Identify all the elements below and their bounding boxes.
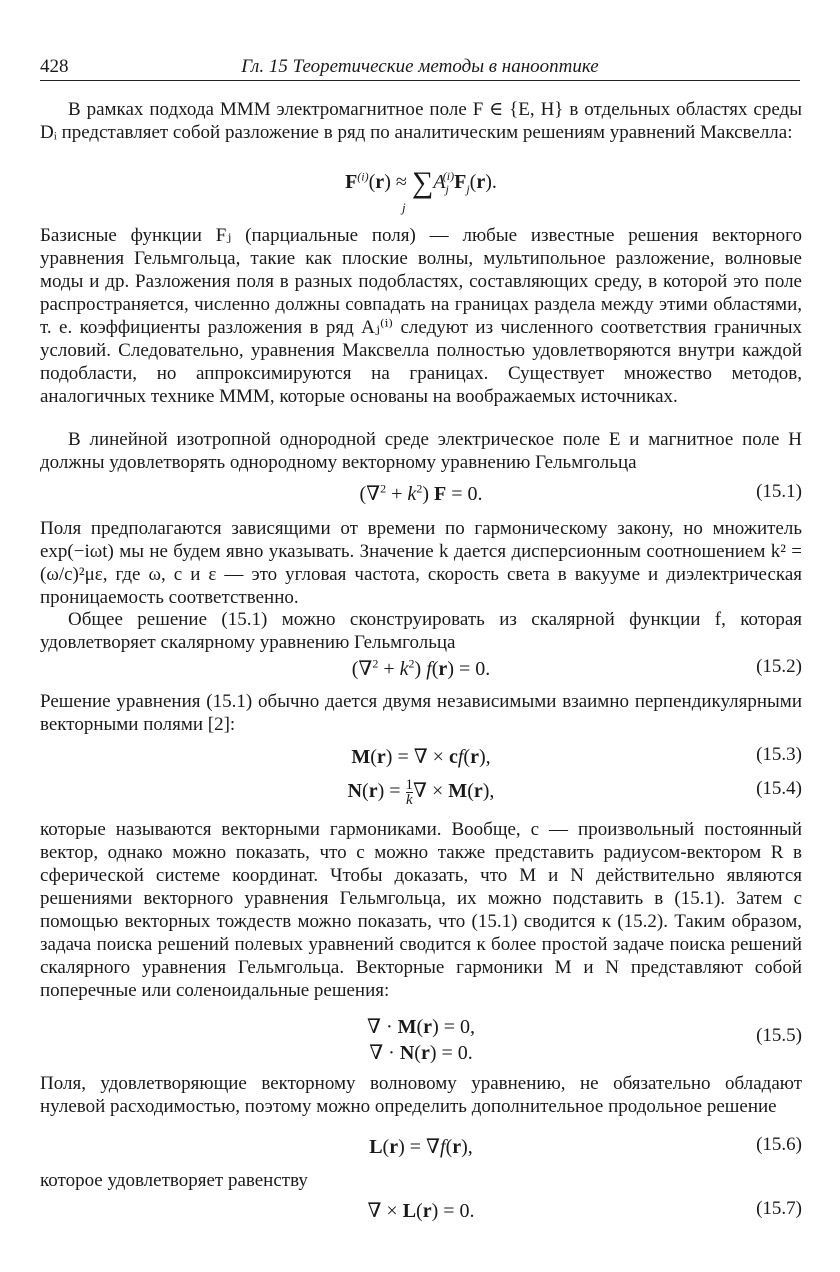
- equation-number: (15.3): [756, 744, 802, 765]
- paragraph-1: В рамках подхода MMM электромагнитное поле F ∈ {E, H} в отдельных областях среды Dᵢ представляет собой разложение в ряд по аналитическим решениям уравнений Максвелла:: [40, 99, 802, 143]
- equation-15-3: M(r) = ∇ × cf(r), (15.3): [351, 744, 802, 768]
- equation-number: (15.7): [756, 1198, 802, 1219]
- paragraph-5: Общее решение (15.1) можно сконструировать из скалярной функции f, которая удовлетворяет скалярному уравнению Гельмгольца: [40, 609, 802, 653]
- paragraph-4: Поля предполагаются зависящими от времени по гармоническому закону, но множитель exp(−iωt) мы не будем явно указывать. Значение k дается дисперсионным соотношением k² = (ω/c)²με, где ω, c и ε — это угловая частота, скорость света в вакууме и диэлектрическая проницаемость соответственно.: [40, 518, 802, 608]
- equation-number: (15.2): [756, 656, 802, 677]
- equation-15-5a: ∇ · M(r) = 0,: [366, 1016, 476, 1038]
- equation-series-expansion: $F^{(i)}(r) \approx \sum A_j^{(i)}F_j(r)$.: [345, 166, 497, 199]
- paragraph-6: Решение уравнения (15.1) обычно дается двумя независимыми взаимно перпендикулярными векторными полями [2]:: [40, 691, 802, 735]
- equation-15-4: N(r) = $\frac{1}{k}$ ∇ × M(r), (15.4): [347, 777, 802, 808]
- equation-15-5b: ∇ · N(r) = 0.: [369, 1042, 473, 1064]
- running-head: Гл. 15 Теоретические методы в нанооптике: [241, 56, 599, 77]
- paragraph-9: которое удовлетворяет равенству: [40, 1170, 308, 1191]
- paragraph-8: Поля, удовлетворяющие векторному волновому уравнению, не обязательно обладают нулевой расходимостью, поэтому можно определить дополнительное продольное решение: [40, 1073, 802, 1117]
- equation-15-1: $(\nabla^2 + k^2)$ F = 0. (15.1): [359, 481, 802, 505]
- paragraph-2: Базисные функции Fⱼ (парциальные поля) — любые известные решения векторного уравнения Гельмгольца, такие как плоские волны, мультипольное разложение, волновые моды и др. Разложения поля в разных подобластях, составляющих среду, в которой это поле распространяется, численно должны совпадать на границах раздела между этими областями, т. е. коэффициенты разложения в ряд Aⱼ⁽ⁱ⁾ следуют из численного соответствия граничных условий. Следовательно, уравнения Максвелла полностью удовлетворяются внутри каждой подобласти, но аппроксимируются на границах. Существует множество методов, аналогичных технике MMM, которые основаны на воображаемых источниках.: [40, 225, 802, 407]
- sum-index: j: [402, 200, 406, 215]
- equation-15-7: ∇ × L(r) = 0. (15.7): [367, 1198, 802, 1222]
- paragraph-3: В линейной изотропной однородной среде электрическое поле E и магнитное поле H должны удовлетворять однородному векторному уравнению Гельмгольца: [40, 429, 802, 473]
- equation-15-5-number: [40, 1025, 802, 1051]
- paragraph-7: которые называются векторными гармониками. Вообще, c — произвольный постоянный вектор, однако можно показать, что c можно также представить радиусом-вектором R в сферической системе координат. Чтобы доказать, что M и N действительно являются решениями векторного уравнения Гельмгольца, их можно подставить в (15.1). Затем с помощью векторных тождеств можно показать, что (15.1) сводится к (15.2). Таким образом, задача поиска решений полевых уравнений сводится к более простой задаче поиска решений скалярного уравнения Гельмгольца. Векторные гармоники M и N представляют собой поперечные или соленоидальные решения:: [40, 819, 802, 1001]
- equation-15-2: $(\nabla^2 + k^2)$ f(r) = 0. (15.2): [351, 656, 802, 680]
- page-header: [40, 56, 800, 81]
- equation-number: (15.6): [756, 1134, 802, 1155]
- equation-number: (15.1): [756, 481, 802, 502]
- equation-15-6: L(r) = ∇f(r), (15.6): [369, 1134, 802, 1158]
- equation-number: (15.5): [756, 1025, 802, 1046]
- equation-number: (15.4): [756, 778, 802, 799]
- page-number: 428: [40, 56, 69, 77]
